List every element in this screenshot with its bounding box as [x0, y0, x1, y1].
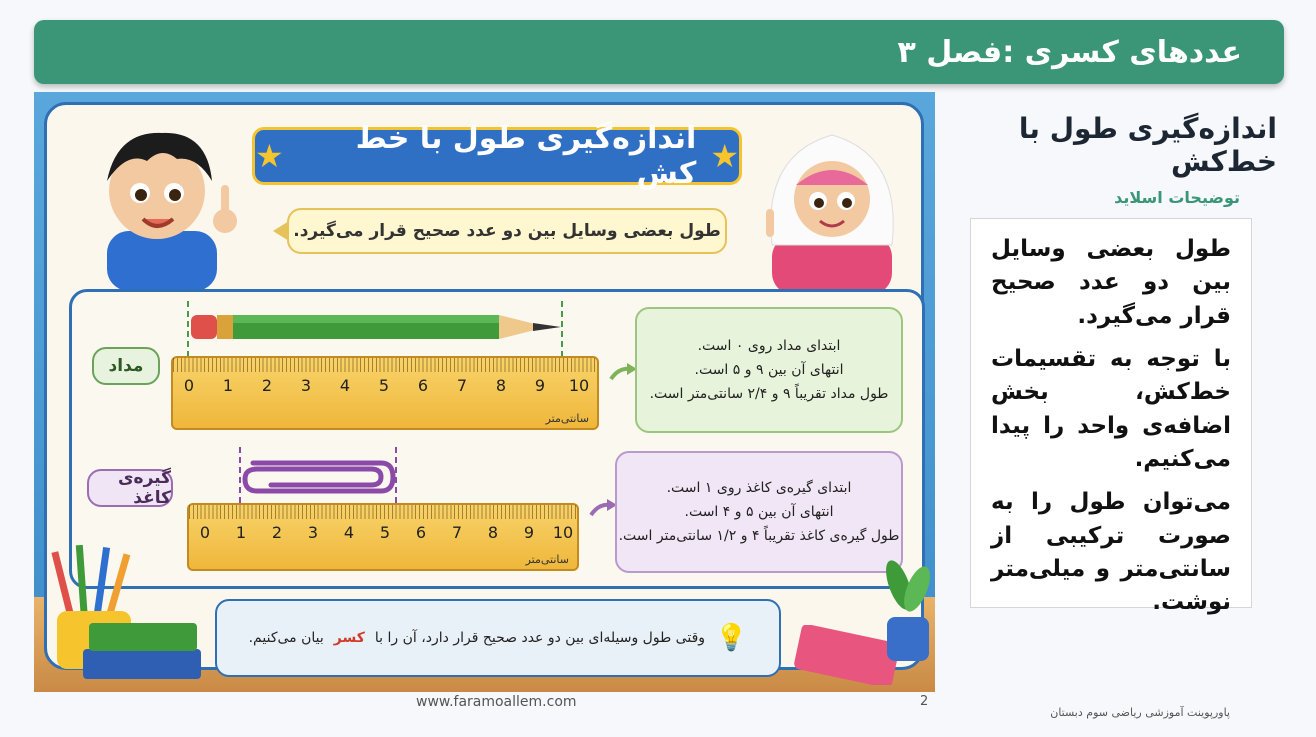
star-icon: ★ [255, 137, 284, 175]
lesson-illustration [34, 92, 935, 692]
books-icon [77, 615, 207, 685]
ruler-number: 6 [415, 523, 427, 542]
pencil-ruler [171, 356, 599, 430]
ruler-number: 1 [222, 376, 234, 395]
banner-title: اندازه‌گیری طول با خط کش [355, 121, 697, 191]
clip-info-line: ابتدای گیره‌ی کاغذ روی ۱ است. [666, 480, 852, 496]
note-paragraph: می‌توان طول را به صورت ترکیبی از سانتی‌متر و میلی‌متر نوشت. [991, 489, 1231, 616]
slide-header [34, 20, 1284, 84]
ruler-number: 5 [378, 376, 390, 395]
note-highlight: کسر [333, 630, 365, 646]
ruler-number: 8 [495, 376, 507, 395]
pencil-info-line: ابتدای مداد روی ۰ است. [697, 338, 841, 354]
ruler-number: 5 [379, 523, 391, 542]
ruler-number: 0 [183, 376, 195, 395]
pencil-info-line: انتهای آن بین ۹ و ۵ است. [694, 362, 844, 378]
note-paragraph: طول بعضی وسایل بین دو عدد صحیح قرار می‌گیرد. [991, 236, 1231, 329]
illustration-banner [252, 121, 742, 191]
ruler-number: 7 [451, 523, 463, 542]
pencil-info-line: طول مداد تقریباً ۹ و ۲/۴ سانتی‌متر است. [649, 386, 889, 402]
pencil-tag: مداد [92, 347, 160, 385]
clip-info-line: انتهای آن بین ۵ و ۴ است. [684, 504, 834, 520]
clip-info-line: طول گیره‌ی کاغذ تقریباً ۴ و ۱/۲ سانتی‌متر است. [618, 528, 900, 544]
page-number: 2 [920, 694, 929, 709]
arrow-icon [609, 361, 637, 383]
ruler-number: 3 [307, 523, 319, 542]
ruler-number: 9 [523, 523, 535, 542]
plant-icon [877, 555, 935, 665]
ruler-number: 0 [199, 523, 211, 542]
lightbulb-icon: 💡 [715, 623, 748, 653]
note-text-before: وقتی طول وسیله‌ای بین دو عدد صحیح قرار دارد، آن را با [374, 630, 706, 646]
pencil-icon [191, 311, 561, 343]
note-text-after: بیان می‌کنیم. [248, 630, 324, 646]
boy-character-icon [77, 111, 247, 291]
ruler-number: 2 [261, 376, 273, 395]
ruler-number: 4 [343, 523, 355, 542]
lesson-note [215, 599, 781, 677]
ruler-number: 8 [487, 523, 499, 542]
ruler-unit: سانتی‌متر [545, 412, 589, 425]
arrow-icon [589, 497, 617, 519]
speech-bubble: طول بعضی وسایل بین دو عدد صحیح قرار می‌گیرد. [287, 208, 727, 254]
ruler-number: 2 [271, 523, 283, 542]
paperclip-info-box [615, 451, 903, 573]
ruler-number: 3 [300, 376, 312, 395]
ruler-number: 9 [534, 376, 546, 395]
chapter-title: عددهای کسری :فصل ۳ [897, 34, 1242, 70]
ruler-ticks [173, 358, 597, 372]
footer-credit: پاورپوینت آموزشی ریاضی سوم دبستان [1050, 706, 1230, 719]
footer-url[interactable]: www.faramoallem.com [416, 694, 577, 710]
ruler-number: 6 [417, 376, 429, 395]
slide-notes [970, 218, 1252, 616]
ruler-number: 4 [339, 376, 351, 395]
ruler-ticks [189, 505, 577, 519]
pencil-info-box [635, 307, 903, 433]
ruler-unit: سانتی‌متر [525, 553, 569, 566]
ruler-number: 1 [235, 523, 247, 542]
pencil-end-guide [561, 301, 563, 357]
ruler-number: 10 [552, 523, 574, 542]
illustration-card [44, 102, 924, 670]
slide-title: اندازه‌گیری طول با خط‌کش [1018, 112, 1277, 178]
ruler-number: 10 [568, 376, 590, 395]
star-icon: ★ [710, 137, 739, 175]
notes-label: توضیحات اسلاید [1114, 188, 1240, 207]
pencil-start-guide [187, 301, 189, 357]
note-paragraph: با توجه به تقسیمات خط‌کش، بخش اضافه‌ی واحد را پیدا می‌کنیم. [991, 346, 1231, 473]
paperclip-tag: گیره‌ی کاغذ [87, 469, 173, 507]
girl-character-icon [752, 115, 912, 295]
paperclip-ruler [187, 503, 579, 571]
paperclip-icon [241, 457, 397, 497]
ruler-number: 7 [456, 376, 468, 395]
